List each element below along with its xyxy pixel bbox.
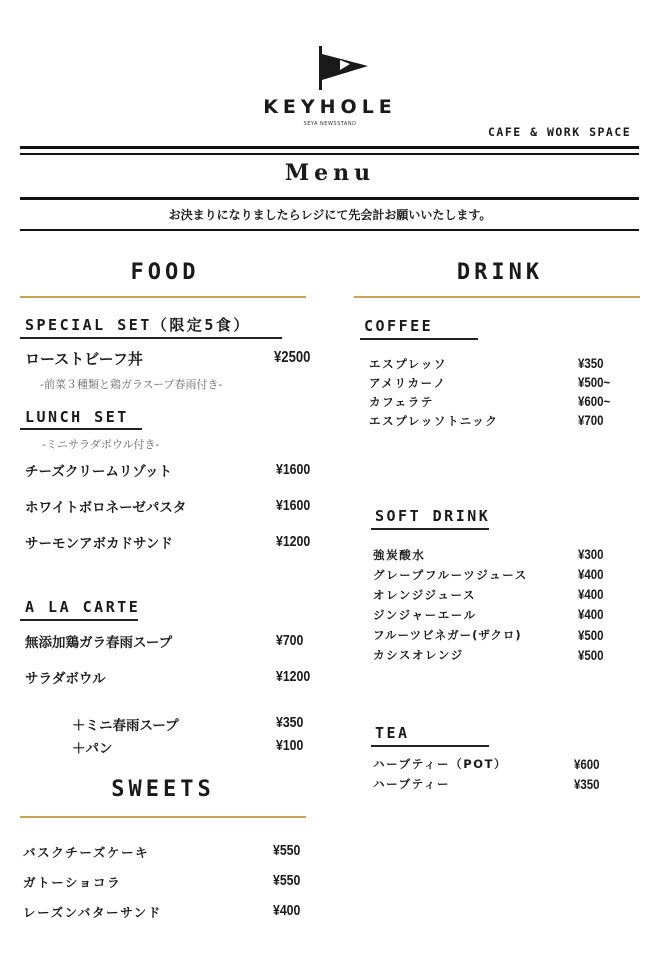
food-gold-rule	[20, 296, 306, 298]
drink-item-price: ¥600~	[578, 393, 611, 409]
lunch-set-title: LUNCH SET	[25, 408, 129, 426]
drink-item-price: ¥600	[574, 756, 600, 772]
menu-item-price: ¥700	[276, 632, 304, 649]
drink-gold-rule	[354, 296, 640, 298]
menu-item-name: バスクチーズケーキ	[23, 845, 150, 860]
drink-item-price: ¥350	[578, 355, 604, 371]
drink-item-name: カシスオレンジ	[373, 648, 464, 662]
lunch-set-note: -ミニサラダボウル付き-	[42, 438, 160, 451]
drink-item-price: ¥700	[578, 412, 604, 428]
drink-item-name: アメリカーノ	[369, 376, 447, 390]
drink-item-name: ハーブティー（POT）	[373, 757, 508, 771]
drink-item-name: エスプレッソトニック	[369, 414, 499, 428]
option-item-name: ＋ミニ春雨スープ	[72, 718, 179, 734]
coffee-title: COFFEE	[364, 317, 434, 335]
special-set-title: SPECIAL SET（限定5食）	[25, 316, 251, 334]
drink-heading: DRINK	[456, 260, 544, 285]
menu-item-name: サーモンアボカドサンド	[25, 536, 173, 552]
drink-item-name: 強炭酸水	[373, 548, 426, 562]
drink-item-price: ¥400	[578, 566, 604, 582]
section-underline	[360, 338, 478, 340]
menu-item-price: ¥1600	[276, 461, 311, 478]
logo-name: KEYHOLE	[263, 96, 397, 118]
a-la-carte-title: A LA CARTE	[25, 598, 141, 616]
tea-title: TEA	[375, 724, 410, 742]
drink-item-price: ¥500~	[578, 374, 611, 390]
logo	[260, 44, 400, 134]
menu-item-price: ¥1600	[276, 497, 311, 514]
menu-item-note: -前菜３種類と鶏ガラスープ春雨付き-	[40, 378, 223, 391]
menu-item-name: レーズンバターサンド	[23, 905, 162, 920]
notice-text: お決まりになりましたらレジにて先会計お願いいたします。	[168, 208, 492, 222]
section-underline	[371, 528, 489, 530]
menu-item-price: ¥550	[273, 842, 301, 859]
option-item-price: ¥350	[276, 714, 304, 731]
sweets-gold-rule	[20, 816, 306, 818]
drink-item-price: ¥400	[578, 606, 604, 622]
tagline: CAFE & WORK SPACE	[488, 125, 632, 139]
section-underline	[371, 745, 489, 747]
drink-item-name: カフェラテ	[369, 395, 434, 409]
drink-item-price: ¥400	[578, 586, 604, 602]
menu-item-name: チーズクリームリゾット	[25, 464, 173, 480]
sweets-heading: SWEETS	[111, 777, 215, 802]
section-underline	[20, 337, 282, 339]
food-heading: FOOD	[130, 260, 200, 285]
menu-item-name: ホワイトボロネーゼパスタ	[25, 500, 187, 516]
menu-item-name: ガトーショコラ	[23, 875, 122, 890]
menu-item-price: ¥1200	[276, 668, 311, 685]
logo-subtitle: SEYA NEWSSTAND	[303, 121, 357, 127]
menu-title: Menu	[284, 160, 376, 186]
divider	[20, 229, 639, 231]
menu-item-price: ¥400	[273, 902, 301, 919]
menu-item-price: ¥550	[273, 872, 301, 889]
option-item-name: ＋パン	[72, 741, 113, 757]
drink-item-name: ハーブティー	[373, 777, 451, 791]
drink-item-name: フルーツビネガー(ザクロ)	[373, 628, 522, 642]
drink-item-price: ¥500	[578, 627, 604, 643]
soft-drink-title: SOFT DRINK	[375, 507, 491, 525]
flag-icon	[316, 46, 372, 92]
menu-item-price: ¥2500	[274, 349, 311, 366]
divider	[20, 153, 639, 155]
drink-item-name: ジンジャーエール	[373, 608, 477, 622]
option-item-price: ¥100	[276, 737, 304, 754]
drink-item-price: ¥300	[578, 546, 604, 562]
divider	[20, 197, 639, 200]
drink-item-name: エスプレッソ	[369, 357, 448, 371]
menu-item-price: ¥1200	[276, 533, 311, 550]
section-underline	[20, 428, 142, 430]
section-underline	[20, 619, 138, 621]
menu-item-name: ローストビーフ丼	[25, 350, 143, 368]
menu-item-name: 無添加鶏ガラ春雨スープ	[25, 635, 173, 651]
drink-item-price: ¥500	[578, 647, 604, 663]
drink-item-name: オレンジジュース	[373, 588, 477, 602]
drink-item-price: ¥350	[574, 776, 600, 792]
divider	[20, 146, 639, 149]
menu-item-name: サラダボウル	[25, 671, 106, 687]
drink-item-name: グレープフルーツジュース	[373, 568, 528, 582]
